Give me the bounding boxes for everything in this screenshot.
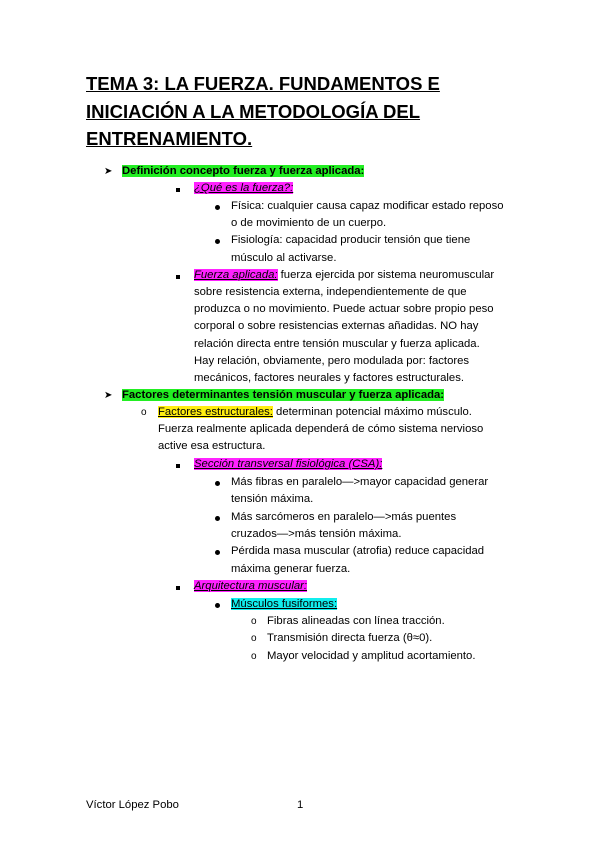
csa-item-1-line-1: Más fibras en paralelo—>mayor capacidad generar: [231, 476, 489, 488]
square-bullet-icon: [176, 579, 180, 596]
square-bullet-icon: [176, 181, 180, 198]
subheading-fusiformes: Músculos fusiformes:: [231, 598, 338, 610]
factores-line-3: active esa estructura.: [158, 440, 266, 452]
factores-line-1: Factores estructurales: determinan potencial máximo músculo.: [158, 406, 472, 418]
subheading-que-es-fuerza: ¿Qué es la fuerza?:: [194, 182, 294, 194]
fuerza-aplicada-line-1: Fuerza aplicada: fuerza ejercida por sistema neuromuscular: [194, 269, 495, 281]
circle-bullet-icon: o: [141, 407, 147, 418]
csa-item-3-line-1: Pérdida masa muscular (atrofia) reduce capacidad: [231, 545, 485, 557]
title-line-3: ENTRENAMIENTO.: [86, 128, 253, 149]
fusiformes-item-2: Transmisión directa fuerza (θ≈0).: [267, 632, 433, 644]
csa-item-2-line-1: Más sarcómeros en paralelo—>más puentes: [231, 511, 457, 523]
fisiologia-line-2: músculo al activarse.: [231, 252, 337, 264]
dot-bullet-icon: [215, 475, 220, 492]
dot-bullet-icon: [215, 510, 220, 527]
circle-bullet-icon: o: [251, 651, 257, 662]
csa-item-3-line-2: máxima generar fuerza.: [231, 563, 351, 575]
arrow-bullet-icon: ➤: [104, 390, 113, 401]
dot-bullet-icon: [215, 199, 220, 216]
fusiformes-item-3: Mayor velocidad y amplitud acortamiento.: [267, 650, 476, 662]
square-bullet-icon: [176, 268, 180, 285]
fisiologia-line-1: Fisiología: capacidad producir tensión que tiene: [231, 234, 471, 246]
fuerza-aplicada-line-7: mecánicos, factores neurales y factores estructurales.: [194, 372, 464, 384]
subheading-arquitectura: Arquitectura muscular:: [194, 580, 308, 592]
title-line-1: TEMA 3: LA FUERZA. FUNDAMENTOS E: [86, 73, 440, 94]
fuerza-aplicada-line-3: produzca o no movimiento. Puede actuar sobre propio peso: [194, 303, 494, 315]
circle-bullet-icon: o: [251, 616, 257, 627]
footer-author: Víctor López Pobo: [86, 799, 179, 811]
fuerza-aplicada-line-2: sobre resistencia externa, independientemente de que: [194, 286, 467, 298]
fuerza-aplicada-line-4: corporal o sobre resistencias externas añadidas. NO hay: [194, 320, 479, 332]
dot-bullet-icon: [215, 233, 220, 250]
section-heading-definicion: Definición concepto fuerza y fuerza aplicada:: [122, 165, 365, 177]
fisica-line-2: o de movimiento de un cuerpo.: [231, 217, 387, 229]
csa-item-1-line-2: tensión máxima.: [231, 493, 314, 505]
square-bullet-icon: [176, 457, 180, 474]
title-line-2: INICIACIÓN A LA METODOLOGÍA DEL: [86, 100, 421, 122]
fusiformes-item-1: Fibras alineadas con línea tracción.: [267, 615, 445, 627]
fisica-line-1: Física: cualquier causa capaz modificar estado reposo: [231, 200, 504, 212]
factores-line-2: Fuerza realmente aplicada dependerá de cómo sistema nervioso: [158, 423, 484, 435]
section-heading-factores: Factores determinantes tensión muscular y fuerza aplicada:: [122, 389, 445, 401]
subheading-csa: Sección transversal fisiológica (CSA):: [194, 458, 383, 470]
fuerza-aplicada-line-6: Hay relación, obviamente, pero modulada por: factores: [194, 355, 470, 367]
circle-bullet-icon: o: [251, 633, 257, 644]
fuerza-aplicada-line-5: relación directa entre tensión muscular y fuerza aplicada.: [194, 338, 480, 350]
document-title: [86, 70, 526, 153]
dot-bullet-icon: [215, 597, 220, 614]
dot-bullet-icon: [215, 544, 220, 561]
footer-page-number: 1: [297, 799, 304, 811]
arrow-bullet-icon: ➤: [104, 166, 113, 177]
csa-item-2-line-2: cruzados—>más tensión máxima.: [231, 528, 402, 540]
